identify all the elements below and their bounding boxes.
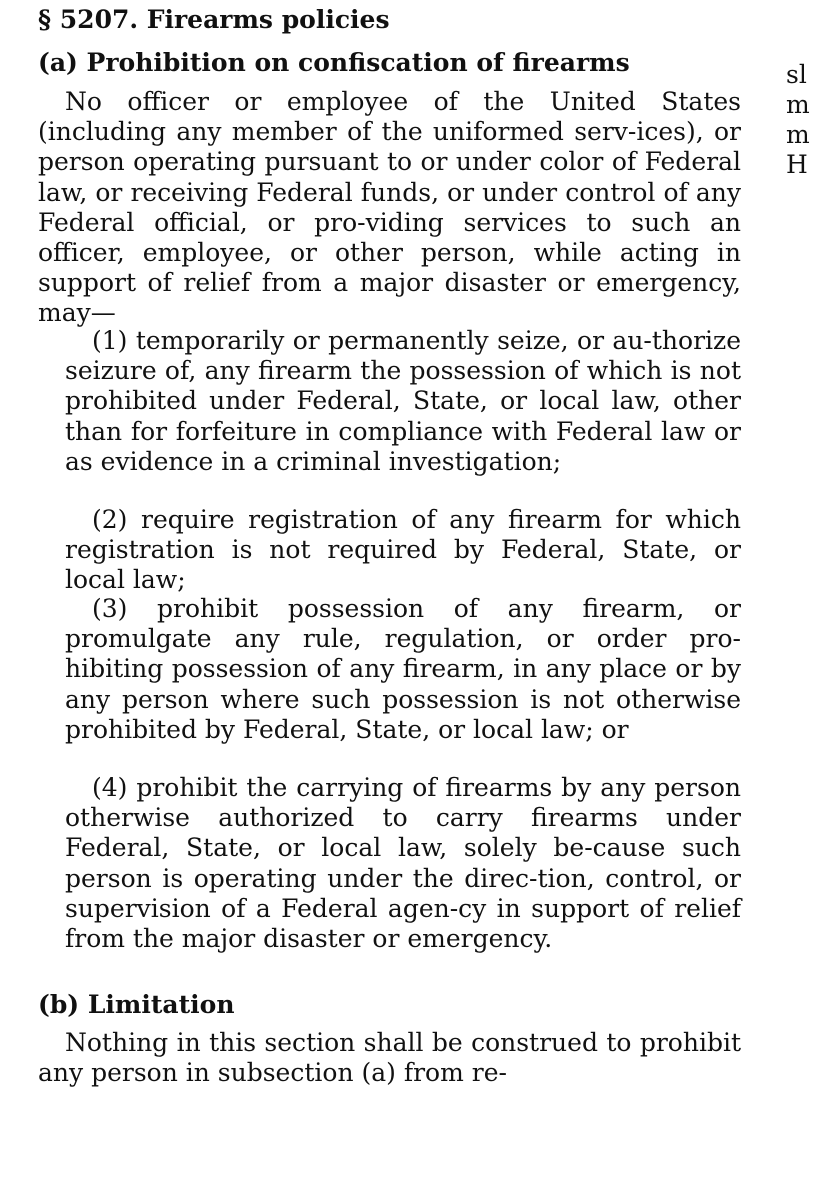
- subsection-b-text: Nothing in this section shall be construed to prohibit any person in subsection (a) from re-: [38, 1028, 741, 1088]
- adjacent-text-fragment: m: [786, 90, 810, 119]
- subsection-a-intro: No officer or employee of the United States (including any member of the uniformed serv-ices), or person operating pursuant to or under color of Federal law, or receiving Federal funds, or under control of any Federal official, or pro-viding services to such an officer, employee, or other person, while acting in support of relief from a major disaster or emergency, may—: [38, 87, 741, 328]
- adjacent-text-fragment: sl: [786, 60, 807, 89]
- subsection-a-heading: (a) Prohibition on confiscation of firearms: [38, 48, 630, 77]
- adjacent-text-fragment: m: [786, 120, 810, 149]
- subsection-a-item-2: (2) require registration of any firearm for which registration is not required by Federal, State, or local law;: [65, 505, 741, 595]
- subsection-a-item-3: (3) prohibit possession of any firearm, or promulgate any rule, regulation, or order pro-hibiting possession of any firearm, in any place or by any person where such possession is not otherwise prohibited by Federal, State, or local law; or: [65, 594, 741, 744]
- subsection-a-item-4: (4) prohibit the carrying of firearms by any person otherwise authorized to carry firearms under Federal, State, or local law, solely be-cause such person is operating under the direc-tion, control, or supervision of a Federal agen-cy in support of relief from the major disaster or emergency.: [65, 773, 741, 954]
- subsection-a-item-1: (1) temporarily or permanently seize, or au-thorize seizure of, any firearm the possession of which is not prohibited under Federal, State, or local law, other than for forfeiture in compliance with Federal law or as evidence in a criminal investigation;: [65, 326, 741, 476]
- section-heading: § 5207. Firearms policies: [38, 5, 390, 34]
- subsection-b-heading: (b) Limitation: [38, 990, 235, 1019]
- adjacent-text-fragment: H: [786, 150, 808, 179]
